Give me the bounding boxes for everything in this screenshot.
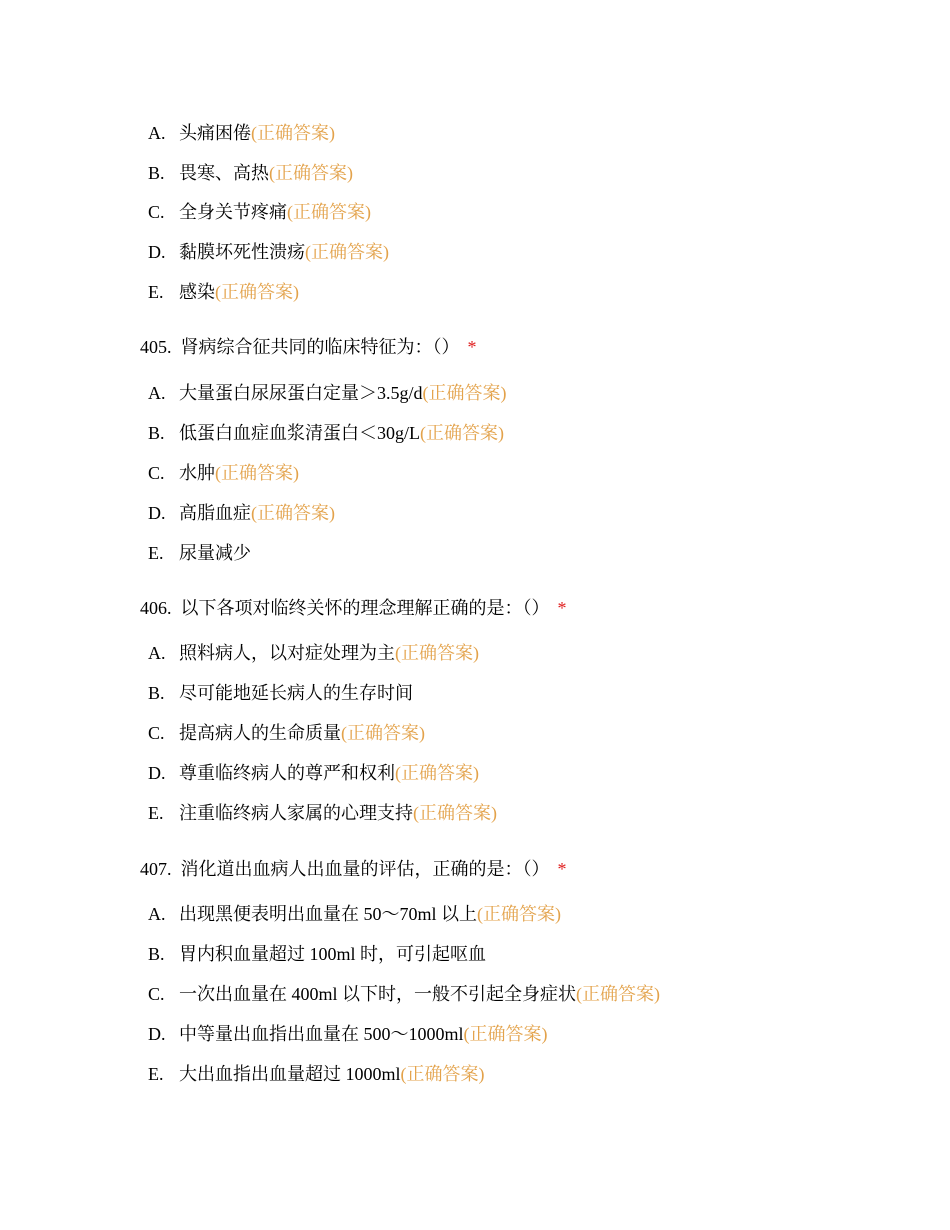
correct-answer-tag: (正确答案) — [215, 282, 299, 302]
option-letter: D. — [148, 242, 166, 262]
option-c — [148, 461, 299, 485]
option-letter: B. — [148, 944, 165, 964]
correct-answer-tag: (正确答案) — [251, 123, 335, 143]
question-text: 消化道出血病人出血量的评估，正确的是：（） — [180, 859, 550, 879]
correct-answer-tag: (正确答案) — [341, 723, 425, 743]
option-d — [148, 240, 389, 264]
correct-answer-tag: (正确答案) — [395, 763, 479, 783]
correct-answer-tag: (正确答案) — [395, 643, 479, 663]
option-letter: A. — [148, 904, 166, 924]
option-letter: D. — [148, 763, 166, 783]
option-letter: A. — [148, 643, 166, 663]
required-mark: * — [557, 598, 567, 618]
option-text: 全身关节疼痛 — [179, 202, 287, 222]
option-text: 照料病人，以对症处理为主 — [179, 643, 395, 663]
option-letter: E. — [148, 282, 164, 302]
option-text: 胃内积血量超过 100ml 时，可引起呕血 — [179, 944, 487, 964]
option-b — [148, 161, 353, 185]
option-letter: A. — [148, 123, 166, 143]
option-text: 出现黑便表明出血量在 50～70ml 以上 — [179, 904, 478, 924]
option-a — [148, 902, 561, 926]
correct-answer-tag: (正确答案) — [463, 1024, 548, 1044]
option-letter: C. — [148, 723, 165, 743]
correct-answer-tag: (正确答案) — [420, 423, 504, 443]
option-d — [148, 761, 479, 785]
option-letter: E. — [148, 1064, 164, 1084]
option-d — [148, 501, 335, 525]
option-letter: D. — [148, 503, 166, 523]
option-letter: A. — [148, 383, 166, 403]
correct-answer-tag: (正确答案) — [477, 904, 562, 924]
correct-answer-tag: (正确答案) — [269, 163, 353, 183]
option-d — [148, 1022, 548, 1046]
option-a — [148, 641, 479, 665]
option-letter: E. — [148, 543, 164, 563]
option-letter: D. — [148, 1024, 166, 1044]
option-text: 感染 — [179, 282, 215, 302]
option-c — [148, 721, 425, 745]
option-text: 水肿 — [179, 463, 215, 483]
option-text: 大出血指出血量超过 1000ml — [179, 1064, 401, 1084]
option-text: 一次出血量在 400ml 以下时，一般不引起全身症状 — [179, 984, 576, 1004]
correct-answer-tag: (正确答案) — [422, 383, 507, 403]
option-text: 头痛困倦 — [179, 123, 251, 143]
required-mark: * — [467, 337, 477, 357]
question-text: 肾病综合征共同的临床特征为：（） — [180, 337, 460, 357]
correct-answer-tag: (正确答案) — [251, 503, 335, 523]
question-stem-406 — [140, 596, 567, 620]
option-text: 尿量减少 — [179, 543, 251, 563]
option-letter: B. — [148, 163, 165, 183]
option-text: 畏寒、高热 — [179, 163, 269, 183]
question-number: 405. — [140, 337, 172, 357]
option-text: 注重临终病人家属的心理支持 — [179, 803, 413, 823]
option-text: 高脂血症 — [179, 503, 251, 523]
option-b — [148, 681, 413, 705]
correct-answer-tag: (正确答案) — [305, 242, 389, 262]
option-letter: B. — [148, 683, 165, 703]
correct-answer-tag: (正确答案) — [287, 202, 371, 222]
question-number: 407. — [140, 859, 172, 879]
option-b — [148, 942, 486, 966]
correct-answer-tag: (正确答案) — [413, 803, 497, 823]
option-b — [148, 421, 504, 445]
option-a — [148, 381, 507, 405]
option-letter: C. — [148, 463, 165, 483]
option-text: 提高病人的生命质量 — [179, 723, 341, 743]
correct-answer-tag: (正确答案) — [576, 984, 660, 1004]
option-e — [148, 280, 299, 304]
option-letter: E. — [148, 803, 164, 823]
option-c — [148, 982, 660, 1006]
question-stem-407 — [140, 857, 567, 881]
question-stem-405 — [140, 335, 477, 359]
option-text: 中等量出血指出血量在 500～1000ml — [179, 1024, 464, 1044]
option-c — [148, 200, 371, 224]
required-mark: * — [557, 859, 567, 879]
option-text: 尊重临终病人的尊严和权利 — [179, 763, 395, 783]
correct-answer-tag: (正确答案) — [400, 1064, 485, 1084]
option-e — [148, 1062, 485, 1086]
option-letter: C. — [148, 202, 165, 222]
option-e — [148, 801, 497, 825]
option-text: 低蛋白血症血浆清蛋白＜30g/L — [179, 423, 420, 443]
question-number: 406. — [140, 598, 172, 618]
option-a — [148, 121, 335, 145]
correct-answer-tag: (正确答案) — [215, 463, 299, 483]
option-text: 尽可能地延长病人的生存时间 — [179, 683, 413, 703]
question-text: 以下各项对临终关怀的理念理解正确的是：（） — [180, 598, 550, 618]
option-text: 大量蛋白尿尿蛋白定量＞3.5g/d — [179, 383, 423, 403]
option-e — [148, 541, 251, 565]
option-text: 黏膜坏死性溃疡 — [179, 242, 305, 262]
option-letter: B. — [148, 423, 165, 443]
option-letter: C. — [148, 984, 165, 1004]
